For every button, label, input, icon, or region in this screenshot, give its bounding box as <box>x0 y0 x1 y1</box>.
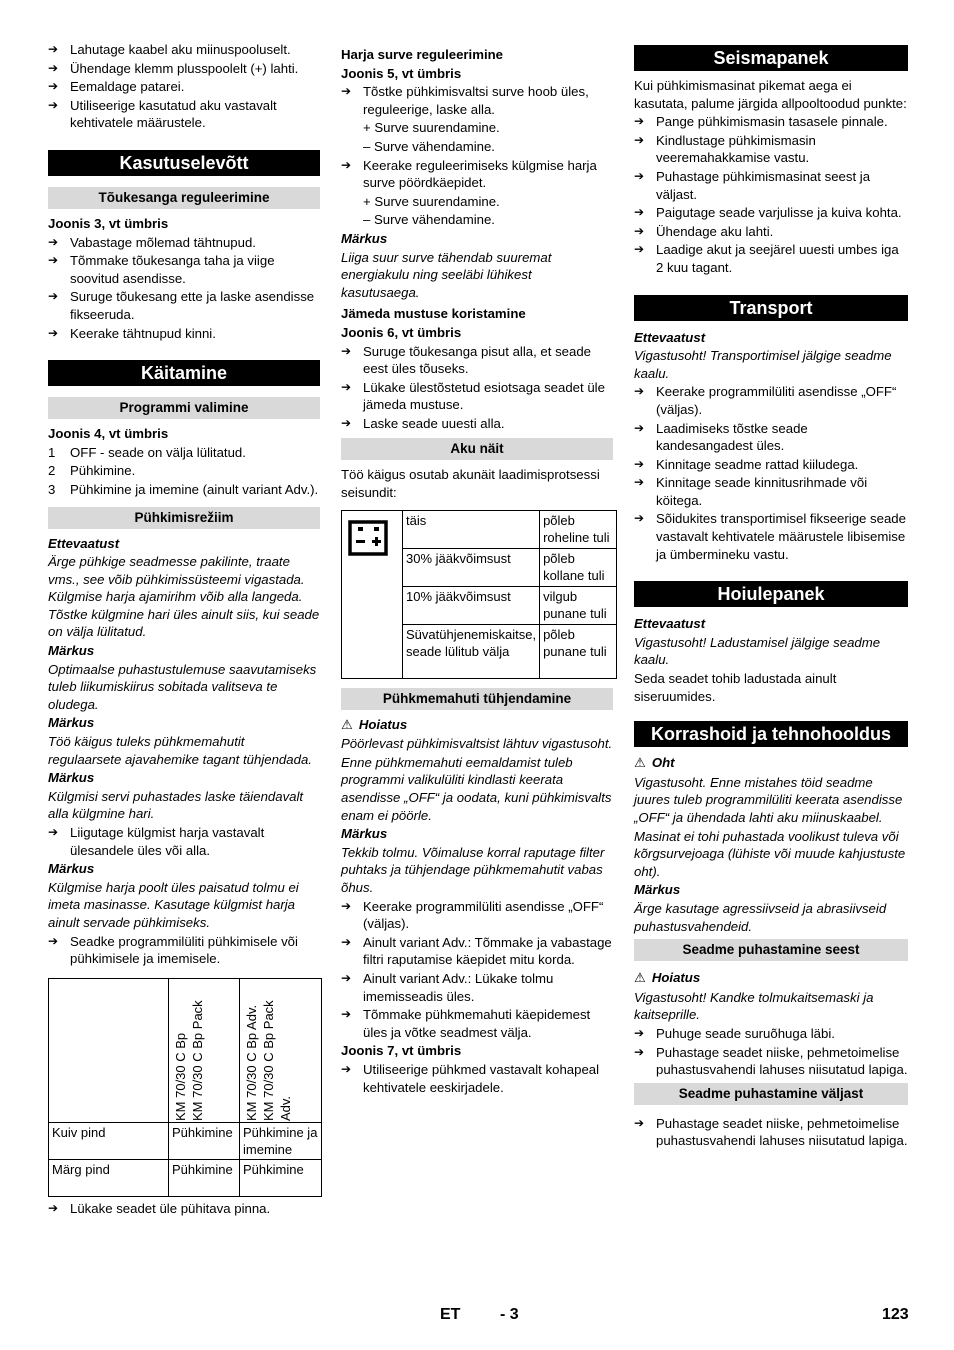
subsection-heading: Aku näit <box>341 438 613 460</box>
danger-text: Vigastusoht. Enne mistahes töid seadme juures tuleb programmilüliti keerata asendisse „OFF“ ja ühendada lahti aku miinuskaabel. <box>634 774 903 825</box>
list-item: ➔ Utiliseerige kasutatud aku vastavalt kehtivatele määrustele. <box>48 97 320 132</box>
figure-reference: Joonis 3, vt ümbris <box>48 215 169 231</box>
note-label: Märkus <box>48 770 95 786</box>
figure-reference: Joonis 4, vt ümbris <box>48 426 169 442</box>
caution-text: Vigastusoht! Ladustamisel jälgige seadme kaalu. <box>634 634 881 668</box>
caution-label: Ettevaatust <box>634 616 706 632</box>
subsection-heading: Seadme puhastamine seest <box>634 939 908 961</box>
note-text: Tekkib tolmu. Võimaluse korral raputage filter puhtaks ja tühjendage pühkmemahutit vabas õhus. <box>341 844 605 895</box>
note-label: Märkus <box>634 882 681 898</box>
list-item: ➔ Tõmmake tõukesanga taha ja viige soovitud asendisse. <box>48 252 320 287</box>
section-title: Jämeda mustuse koristamine <box>341 306 526 322</box>
table-row <box>342 510 617 548</box>
caution-text: Vigastusoht! Transportimisel jälgige seadme kaalu. <box>634 348 892 381</box>
section-page-number: - 3 <box>500 1306 519 1323</box>
numbered-item: 1 OFF - seade on välja lülitatud. <box>48 444 246 460</box>
section-heading-hoiulepanek: Hoiulepanek <box>634 581 908 607</box>
list-item: ➔ Kinnitage seadme rattad kiiludega. <box>634 456 908 474</box>
table-cell: Pühkimine <box>169 1159 240 1196</box>
table-header: KM 70/30 C Bp KM 70/30 C Bp Pack <box>169 978 240 1122</box>
battery-table <box>341 510 617 679</box>
subsection-heading: Seadme puhastamine väljast <box>634 1083 908 1105</box>
section-heading-transport: Transport <box>634 295 908 321</box>
list-item: ➔ Puhastage seadet niiske, pehmetoimelise puhastusvahendi lahuses niisutatud lapiga. <box>634 1115 908 1150</box>
list-item: ➔ Keerake tähtnupud kinni. <box>48 325 320 343</box>
note-label: Märkus <box>48 715 95 731</box>
list-item: ➔ Sõidukites transportimisel fikseerige seade vastavalt kehtivatele määrustele libisemise ja ümbermineku vastu. <box>634 510 908 563</box>
caution-text: Ärge pühkige seadmesse pakilinte, traate vms., see võib pühkimissüsteemi vigastada. Külgmise harja ajamirihm võib alla langeda. Tõstke külgmine hari üles ainult siis, kui seade on välja lülitatud. <box>48 554 320 640</box>
paragraph: Kui pühkimismasinat pikemat aega ei kasutata, palume järgida allpooltoodud punkte: <box>634 78 907 111</box>
paragraph: Seda seadet tohib ladustada ainult siseruumides. <box>634 671 837 704</box>
list-item: ➔ Laske seade uuesti alla. <box>341 415 613 433</box>
list-item: ➔ Kinnitage seade kinnitusrihmade või köitega. <box>634 474 908 509</box>
subsection-heading: Tõukesanga reguleerimine <box>48 187 320 209</box>
list-item: ➔ Lükake seadet üle pühitava pinna. <box>48 1200 320 1218</box>
table-cell: vilgub punane tuli <box>540 586 617 624</box>
list-item: ➔ Keerake reguleerimiseks külgmise harja surve pöördkäepidet. <box>341 157 613 192</box>
table-cell: 10% jääkvõimsust <box>403 586 540 624</box>
section-heading-korrashoid: Korrashoid ja tehnohooldus <box>634 721 908 747</box>
list-item: ➔ Liigutage külgmist harja vastavalt ülesandele üles või alla. <box>48 824 320 859</box>
section-title: Harja surve reguleerimine <box>341 47 503 62</box>
table-cell: Märg pind <box>49 1159 169 1196</box>
list-item: ➔ Keerake programmilüliti asendisse „OFF“ (väljas). <box>634 383 908 418</box>
figure-reference: Joonis 6, vt ümbris <box>341 324 462 340</box>
note-label: Märkus <box>48 861 95 877</box>
warning-label: ⚠ Hoiatus <box>341 716 408 733</box>
note-text: Külgmisi servi puhastades laske täiendavalt alla külgmine hari. <box>48 788 304 822</box>
warning-text: Enne pühkmemahuti eemaldamist tuleb programmi valikulüliti kindlasti keerata asendisse „OFF“ ja oodata, kuni pühkimisvalts enam ei pöörle. <box>341 754 612 823</box>
caution-label: Ettevaatust <box>48 535 120 551</box>
list-subitem: + Surve suurendamine. <box>363 120 500 136</box>
figure-reference: Joonis 7, vt ümbris <box>341 1043 462 1059</box>
list-item: ➔ Suruge tõukesanga pisut alla, et seade eest üles tõuseks. <box>341 343 613 378</box>
note-text: Ärge kasutage agressiivseid ja abrasiivseid puhastusvahendeid. <box>634 900 887 934</box>
subsection-heading: Pühkimisrežiim <box>48 507 320 529</box>
table-cell: põleb punane tuli <box>540 624 617 678</box>
list-item: ➔ Puhastage pühkimismasinat seest ja väljast. <box>634 168 908 203</box>
table-cell: põleb roheline tuli <box>540 510 617 548</box>
table-corner-cell <box>49 978 169 1122</box>
list-item: ➔ Keerake programmilüliti asendisse „OFF“ (väljas). <box>341 898 613 933</box>
list-item: ➔ Ainult variant Adv.: Lükake tolmu imemisseadis üles. <box>341 970 613 1005</box>
note-label: Märkus <box>341 826 388 842</box>
warning-triangle-icon: ⚠ <box>634 756 646 772</box>
program-table <box>48 978 322 1197</box>
list-item: ➔ Lükake ülestõstetud esiotsaga seadet üle jämeda mustuse. <box>341 379 613 414</box>
section-heading-kasutuselevott: Kasutuselevõtt <box>48 150 320 176</box>
list-subitem: – Surve vähendamine. <box>363 212 495 228</box>
column-3 <box>634 45 908 1151</box>
list-item: ➔ Lahutage kaabel aku miinuspooluselt. <box>48 41 320 59</box>
danger-label: ⚠ Oht <box>634 755 675 772</box>
warning-triangle-icon: ⚠ <box>634 971 646 987</box>
note-label: Märkus <box>48 643 95 659</box>
table-cell: Pühkimine <box>169 1122 240 1159</box>
table-header: KM 70/30 C Bp Adv. KM 70/30 C Bp Pack Adv. <box>240 978 322 1122</box>
table-cell: täis <box>403 510 540 548</box>
table-cell: Kuiv pind <box>49 1122 169 1159</box>
table-row <box>49 1122 322 1159</box>
list-item: ➔ Paigutage seade varjulisse ja kuiva kohta. <box>634 204 908 222</box>
figure-reference: Joonis 5, vt ümbris <box>341 65 462 81</box>
table-cell: Pühkimine <box>240 1159 322 1196</box>
list-subitem: + Surve suurendamine. <box>363 193 500 209</box>
list-item: ➔ Eemaldage patarei. <box>48 78 320 96</box>
subsection-heading: Pühkmemahuti tühjendamine <box>341 688 613 710</box>
column-2 <box>341 45 613 1097</box>
list-item: ➔ Ühendage aku lahti. <box>634 223 908 241</box>
table-row <box>49 1159 322 1196</box>
list-item: ➔ Suruge tõukesang ette ja laske asendisse fikseeruda. <box>48 288 320 323</box>
section-heading-seismapanek: Seismapanek <box>634 45 908 71</box>
paragraph: Töö käigus osutab akunäit laadimisprotsessi seisundit: <box>341 467 600 501</box>
page-number: 123 <box>882 1306 909 1323</box>
list-item: ➔ Tõstke pühkimisvaltsi surve hoob üles, reguleerige, laske alla. <box>341 83 613 118</box>
list-item: ➔ Tõmmake pühkmemahuti käepidemest üles ja võtke seadmest välja. <box>341 1006 613 1041</box>
list-item: ➔ Puhuge seade suruõhuga läbi. <box>634 1025 908 1043</box>
list-item: ➔ Pange pühkimismasin tasasele pinnale. <box>634 113 908 131</box>
list-item: ➔ Ühendage klemm plusspoolelt (+) lahti. <box>48 60 320 78</box>
caution-label: Ettevaatust <box>634 329 706 345</box>
column-1 <box>48 40 320 1218</box>
warning-triangle-icon: ⚠ <box>341 717 353 733</box>
language-code: ET <box>440 1306 461 1323</box>
subsection-heading: Programmi valimine <box>48 397 320 419</box>
list-subitem: – Surve vähendamine. <box>363 138 495 154</box>
table-cell: Süvatühjenemiskaitse, seade lülitub välja <box>403 624 540 678</box>
list-item: ➔ Ainult variant Adv.: Tõmmake ja vabastage filtri raputamise käepidet mitu korda. <box>341 934 613 969</box>
note-text: Liiga suur surve tähendab suuremat energiakulu ning seeläbi lühikest kasutusaega. <box>341 249 552 300</box>
warning-text: Pöörlevast pühkimisvaltsist lähtuv vigastusoht. <box>341 736 613 752</box>
list-item: ➔ Laadimiseks tõstke seade kandesangadest üles. <box>634 420 908 455</box>
list-item: ➔ Utiliseerige pühkmed vastavalt kohapeal kehtivatele eeskirjadele. <box>341 1061 613 1096</box>
table-cell: 30% jääkvõimsust <box>403 548 540 586</box>
numbered-item: 3 Pühkimine ja imemine (ainult variant Adv.). <box>48 481 319 497</box>
page-footer <box>0 1306 954 1330</box>
danger-text: Masinat ei tohi puhastada voolikust tuleva või kõrgsurvejoaga (lühiste või muude kahjustuste oht). <box>634 828 906 879</box>
list-item: ➔ Seadke programmilüliti pühkimisele või pühkimisele ja imemisele. <box>48 933 320 968</box>
section-heading-kaitamine: Käitamine <box>48 360 320 386</box>
warning-label: ⚠ Hoiatus <box>634 970 701 987</box>
table-cell: põleb kollane tuli <box>540 548 617 586</box>
table-cell: Pühkimine ja imemine <box>240 1122 322 1159</box>
warning-text: Vigastusoht! Kandke tolmukaitsemaski ja kaitseprille. <box>634 989 874 1023</box>
battery-icon-cell <box>342 510 403 678</box>
note-label: Märkus <box>341 230 388 246</box>
list-item: ➔ Kindlustage pühkimismasin veeremahakkamise vastu. <box>634 132 908 167</box>
note-text: Optimaalse puhastustulemuse saavutamiseks tuleb liikumiskiirus sobitada valitseva te oludega. <box>48 661 317 712</box>
numbered-item: 2 Pühkimine. <box>48 463 136 479</box>
list-item: ➔ Vabastage mõlemad tähtnupud. <box>48 234 320 252</box>
note-text: Töö käigus tuleks pühkmemahutit regulaarsete ajavahemike tagant tühjendada. <box>48 734 312 767</box>
note-text: Külgmise harja poolt üles paisatud tolmu ei imeta masinasse. Kasutage külgmist harja ainult servade pühkimiseks. <box>48 879 299 930</box>
battery-icon <box>345 512 393 560</box>
list-item: ➔ Puhastage seadet niiske, pehmetoimelise puhastusvahendi lahuses niisutatud lapiga. <box>634 1044 908 1079</box>
list-item: ➔ Laadige akut ja seejärel uuesti umbes iga 2 kuu tagant. <box>634 241 908 276</box>
